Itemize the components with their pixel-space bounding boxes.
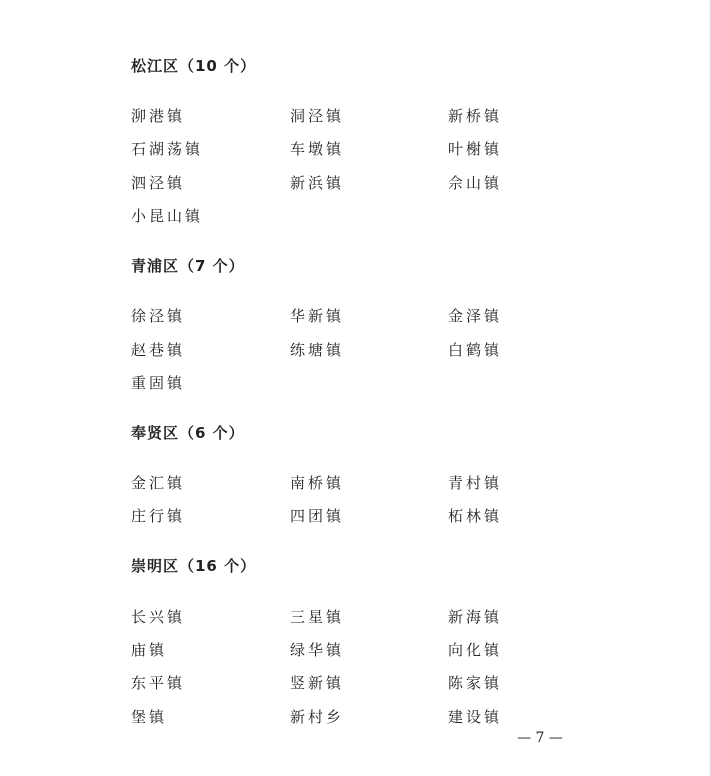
town-item: 向化镇 bbox=[448, 641, 503, 659]
town-item: 佘山镇 bbox=[448, 174, 503, 192]
town-item: 金汇镇 bbox=[131, 474, 186, 492]
section-heading-chongming: 崇明区（16 个） bbox=[131, 557, 257, 575]
town-item: 庙镇 bbox=[131, 641, 168, 659]
town-item: 绿华镇 bbox=[290, 641, 345, 659]
town-item: 东平镇 bbox=[131, 674, 186, 692]
town-item: 长兴镇 bbox=[131, 608, 186, 626]
section-heading-songjiang: 松江区（10 个） bbox=[131, 57, 257, 75]
town-item: 新浜镇 bbox=[290, 174, 345, 192]
town-item: 新海镇 bbox=[448, 608, 503, 626]
town-item: 庄行镇 bbox=[131, 507, 186, 525]
page-number: — 7 — bbox=[517, 730, 563, 746]
town-item: 南桥镇 bbox=[290, 474, 345, 492]
section-heading-qingpu: 青浦区（7 个） bbox=[131, 257, 245, 275]
town-item: 泗泾镇 bbox=[131, 174, 186, 192]
town-item: 小昆山镇 bbox=[131, 207, 204, 225]
town-item: 泖港镇 bbox=[131, 107, 186, 125]
town-item: 重固镇 bbox=[131, 374, 186, 392]
town-item: 建设镇 bbox=[448, 708, 503, 726]
town-item: 练塘镇 bbox=[290, 341, 345, 359]
town-item: 洞泾镇 bbox=[290, 107, 345, 125]
town-item: 白鹤镇 bbox=[448, 341, 503, 359]
town-item: 叶榭镇 bbox=[448, 140, 503, 158]
town-item: 赵巷镇 bbox=[131, 341, 186, 359]
town-item: 竖新镇 bbox=[290, 674, 345, 692]
town-item: 青村镇 bbox=[448, 474, 503, 492]
town-item: 三星镇 bbox=[290, 608, 345, 626]
town-item: 柘林镇 bbox=[448, 507, 503, 525]
section-heading-fengxian: 奉贤区（6 个） bbox=[131, 424, 245, 442]
town-item: 堡镇 bbox=[131, 708, 168, 726]
town-item: 新桥镇 bbox=[448, 107, 503, 125]
town-item: 车墩镇 bbox=[290, 140, 345, 158]
town-item: 四团镇 bbox=[290, 507, 345, 525]
town-item: 新村乡 bbox=[290, 708, 345, 726]
town-item: 陈家镇 bbox=[448, 674, 503, 692]
town-item: 石湖荡镇 bbox=[131, 140, 204, 158]
town-item: 金泽镇 bbox=[448, 307, 503, 325]
town-item: 华新镇 bbox=[290, 307, 345, 325]
town-item: 徐泾镇 bbox=[131, 307, 186, 325]
